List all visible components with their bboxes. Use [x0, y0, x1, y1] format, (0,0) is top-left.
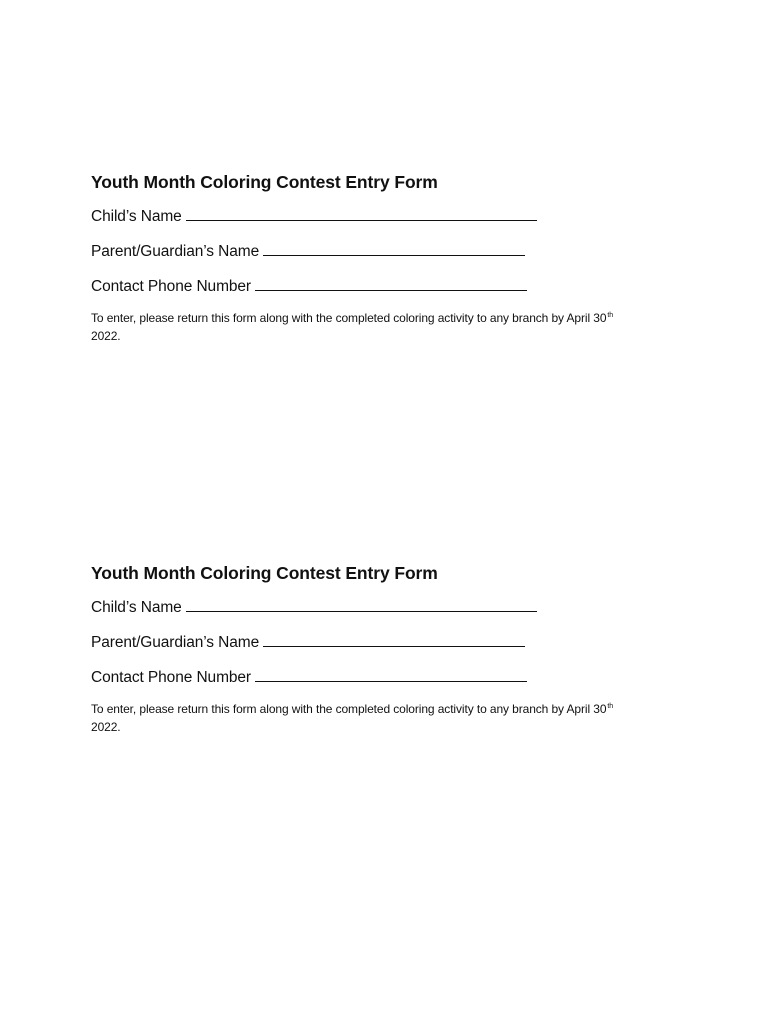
entry-form-bottom [91, 561, 691, 748]
phone-label: Contact Phone Number [91, 278, 251, 295]
phone-blank-line[interactable] [255, 276, 527, 291]
instructions-superscript: th [607, 703, 614, 710]
instructions-year: 2022. [91, 720, 121, 734]
parent-name-label: Parent/Guardian’s Name [91, 243, 260, 260]
instructions-text: To enter, please return this form along with the completed coloring activity to any branch by April 30 [91, 702, 607, 716]
parent-name-blank-line[interactable] [263, 632, 525, 647]
form-title: Youth Month Coloring Contest Entry Form [91, 563, 438, 583]
phone-field [91, 276, 691, 298]
parent-name-blank-line[interactable] [263, 241, 525, 256]
parent-name-field [91, 241, 691, 263]
phone-label: Contact Phone Number [91, 669, 251, 686]
instructions-superscript: th [607, 312, 614, 319]
form-title: Youth Month Coloring Contest Entry Form [91, 172, 438, 192]
phone-field [91, 667, 691, 689]
parent-name-field [91, 632, 691, 654]
child-name-field [91, 597, 691, 619]
instructions-paragraph [91, 700, 681, 736]
instructions-year: 2022. [91, 329, 121, 343]
parent-name-label: Parent/Guardian’s Name [91, 634, 260, 651]
instructions-paragraph [91, 309, 681, 345]
entry-form-top [91, 170, 691, 357]
phone-blank-line[interactable] [255, 667, 527, 682]
child-name-blank-line[interactable] [186, 206, 537, 221]
child-name-label: Child’s Name [91, 599, 182, 616]
child-name-field [91, 206, 691, 228]
child-name-blank-line[interactable] [186, 597, 537, 612]
child-name-label: Child’s Name [91, 208, 182, 225]
instructions-text: To enter, please return this form along with the completed coloring activity to any branch by April 30 [91, 311, 607, 325]
